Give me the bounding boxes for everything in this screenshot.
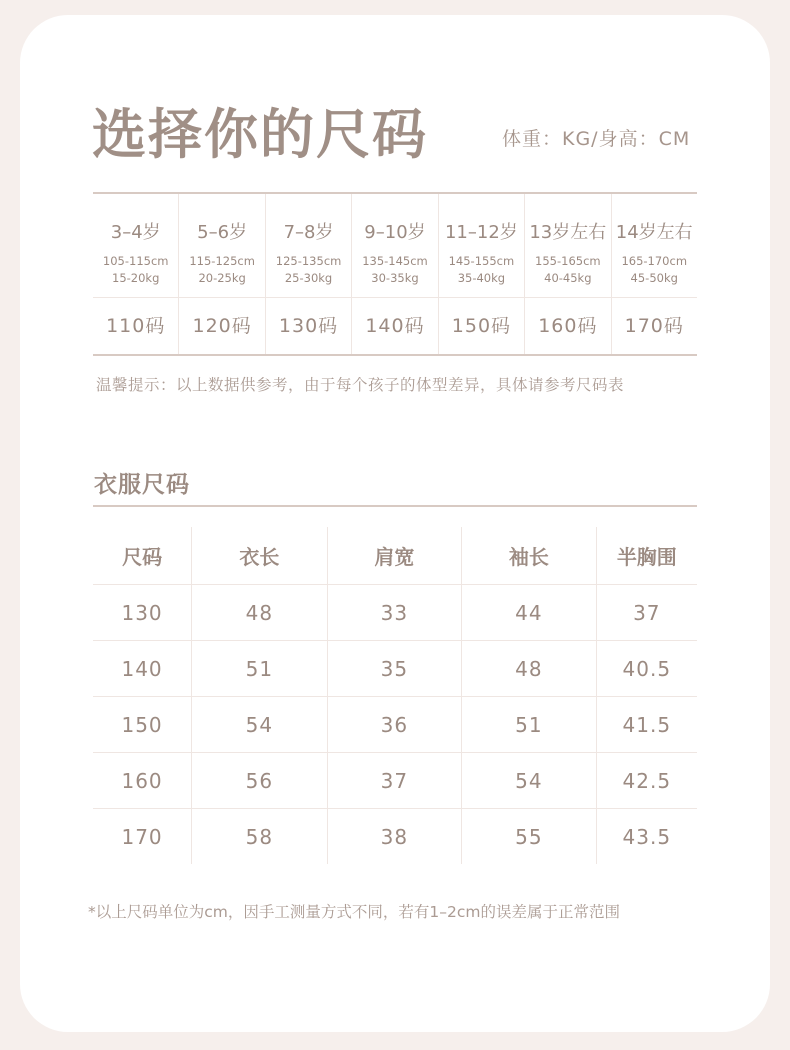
size-guide-column: [93, 194, 178, 354]
table-cell: 37: [327, 753, 462, 809]
divider: [179, 297, 264, 298]
size-code: 150码: [451, 315, 512, 337]
size-guide-column: [265, 194, 351, 354]
table-row: [93, 585, 697, 641]
table-row: [93, 809, 697, 865]
divider: [525, 297, 610, 298]
height-range: 125-135cm: [275, 254, 342, 268]
size-code: 120码: [192, 315, 252, 337]
table-cell: 170: [93, 809, 192, 865]
weight-range: 40-45kg: [544, 271, 592, 285]
table-row: [93, 697, 697, 753]
reference-tip: 温馨提示：以上数据供参考，由于每个孩子的体型差异，具体请参考尺码表: [96, 376, 625, 394]
height-range: 135-145cm: [362, 254, 428, 268]
column-header: 半胸围: [596, 527, 697, 585]
size-guide-column: [611, 194, 697, 354]
weight-range: 45-50kg: [630, 271, 678, 285]
clothes-size-table: [93, 527, 697, 864]
table-cell: 48: [192, 585, 327, 641]
size-code: 160码: [538, 315, 598, 337]
age-label: 3–4岁: [110, 222, 161, 243]
size-code: 170码: [624, 315, 684, 337]
column-header: 袖长: [462, 527, 597, 585]
weight-range: 25-30kg: [284, 271, 333, 285]
height-range: 145-155cm: [448, 254, 515, 268]
clothes-size-heading: 衣服尺码: [94, 472, 190, 498]
table-cell: 33: [327, 585, 462, 641]
divider: [352, 297, 437, 298]
weight-range: 30-35kg: [371, 271, 419, 285]
age-label: 13岁左右: [529, 222, 607, 243]
table-cell: 35: [327, 641, 462, 697]
measurement-footnote: *以上尺码单位为cm，因手工测量方式不同，若有1–2cm的误差属于正常范围: [88, 903, 620, 921]
table-cell: 51: [462, 697, 597, 753]
size-guide-column: [524, 194, 610, 354]
table-cell: 54: [192, 697, 327, 753]
age-label: 14岁左右: [615, 222, 693, 243]
table-cell: 40.5: [596, 641, 697, 697]
table-cell: 42.5: [596, 753, 697, 809]
table-cell: 140: [93, 641, 192, 697]
unit-note: 体重：KG/身高：CM: [502, 128, 691, 150]
weight-range: 20-25kg: [198, 271, 246, 285]
size-code: 140码: [365, 315, 425, 337]
table-cell: 36: [327, 697, 462, 753]
height-range: 115-125cm: [189, 254, 255, 268]
table-cell: 150: [93, 697, 192, 753]
section-divider: [93, 505, 697, 507]
table-cell: 43.5: [596, 809, 697, 865]
size-guide-column: [351, 194, 437, 354]
weight-range: 15-20kg: [112, 271, 160, 285]
table-cell: 37: [596, 585, 697, 641]
table-cell: 56: [192, 753, 327, 809]
table-row: [93, 753, 697, 809]
size-guide-column: [178, 194, 264, 354]
table-cell: 160: [93, 753, 192, 809]
table-cell: 41.5: [596, 697, 697, 753]
column-header: 肩宽: [327, 527, 462, 585]
weight-range: 35-40kg: [457, 271, 506, 285]
height-range: 165-170cm: [621, 254, 688, 268]
divider: [612, 297, 697, 298]
age-label: 7–8岁: [283, 222, 334, 243]
table-cell: 55: [462, 809, 597, 865]
size-code: 130码: [278, 315, 339, 337]
divider: [439, 297, 524, 298]
table-cell: 130: [93, 585, 192, 641]
table-cell: 48: [462, 641, 597, 697]
table-cell: 51: [192, 641, 327, 697]
page-title: 选择你的尺码: [92, 103, 428, 166]
size-guide-column: [438, 194, 524, 354]
age-label: 11–12岁: [444, 222, 518, 243]
size-code: 110码: [106, 315, 166, 337]
divider: [266, 297, 351, 298]
age-label: 9–10岁: [364, 222, 426, 243]
table-cell: 38: [327, 809, 462, 865]
table-cell: 54: [462, 753, 597, 809]
column-header: 尺码: [122, 545, 163, 569]
table-row: [93, 641, 697, 697]
divider: [93, 297, 178, 298]
height-range: 105-115cm: [102, 254, 169, 268]
age-label: 5–6岁: [197, 222, 248, 243]
column-header: 衣长: [192, 527, 327, 585]
table-cell: 58: [192, 809, 327, 865]
height-range: 155-165cm: [535, 254, 601, 268]
table-header-row: [93, 527, 697, 585]
table-cell: 44: [462, 585, 597, 641]
size-guide-table: [93, 192, 697, 356]
